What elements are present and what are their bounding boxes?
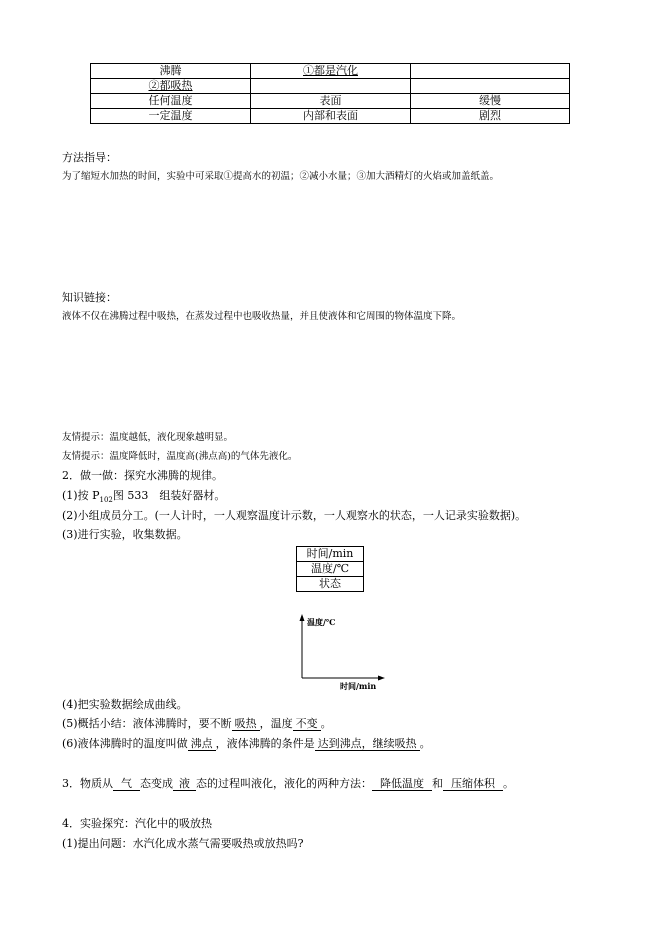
- q2-step2: (2)小组成员分工。(一人计时，一人观察温度计示数，一人观察水的状态，一人记录实验数据)。: [62, 509, 527, 522]
- table-row: [91, 64, 570, 79]
- y-axis-arrow-icon: [300, 614, 305, 621]
- table-cell: 一定温度: [91, 109, 251, 124]
- q2-title: 2．做一做：探究水沸腾的规律。: [62, 469, 223, 482]
- q3-d: 态的过程叫液化，液化的两种方法：: [196, 777, 372, 790]
- q2-step5-c: ，温度: [259, 717, 293, 730]
- method-text: 为了缩短水加热的时间，实验中可采取①提高水的初温；②减小水量；③加大酒精灯的火焰或加盖纸盖。: [62, 171, 500, 182]
- q2-step1-a: (1)按 P: [62, 489, 100, 502]
- knowledge-heading: 知识链接：: [62, 291, 117, 304]
- q2-step5: [62, 717, 332, 731]
- q3-e: 和: [432, 777, 443, 790]
- table-cell: [411, 79, 570, 94]
- data-table: [296, 546, 364, 592]
- table-cell: [411, 64, 570, 79]
- table-row: [297, 547, 364, 562]
- q2-step1-sub: 102: [99, 496, 113, 505]
- table-row: [91, 79, 570, 94]
- q3-a: 3．物质从: [62, 777, 113, 790]
- q2-step6-d: 。: [419, 737, 431, 750]
- tip-2: 友情提示：温度降低时，温度高(沸点高)的气体先液化。: [62, 451, 298, 462]
- graph-ylabel: 温度/℃: [307, 617, 336, 627]
- q2-step1: [62, 489, 225, 507]
- q3-f: 。: [503, 777, 514, 790]
- table-cell: 剧烈: [411, 109, 570, 124]
- table-row: [297, 562, 364, 577]
- table-cell: 时间/min: [297, 547, 364, 562]
- table-cell: 表面: [251, 94, 411, 109]
- answer-blank: 压缩体积: [443, 777, 503, 791]
- q2-step5-a: (5)概括小结：液体沸腾时，要不断: [62, 717, 232, 730]
- table-row: [297, 577, 364, 592]
- table-cell: [251, 79, 411, 94]
- table-cell: 沸腾: [91, 64, 251, 79]
- table-cell: ②都吸热: [91, 79, 251, 94]
- q2-step6-c: ，液体沸腾的条件是: [215, 737, 315, 750]
- q3-c: 态变成: [140, 777, 173, 790]
- q2-step5-d: 。: [320, 717, 332, 730]
- q2-step3: (3)进行实验，收集数据。: [62, 528, 188, 541]
- answer-blank: 吸热: [232, 717, 260, 731]
- table-row: [91, 94, 570, 109]
- answer-blank: 液: [173, 777, 196, 791]
- table-cell: 任何温度: [91, 94, 251, 109]
- tip-1: 友情提示：温度越低，液化现象越明显。: [62, 432, 234, 443]
- x-axis-arrow-icon: [378, 676, 385, 681]
- q3-line: [62, 777, 514, 791]
- answer-blank: 降低温度: [372, 777, 432, 791]
- answer-blank: 气: [113, 777, 140, 791]
- answer-blank: 不变: [293, 717, 321, 731]
- q4-title: 4．实验探究：汽化中的吸放热: [62, 817, 212, 830]
- q2-step6-a: (6)液体沸腾时的温度叫做: [62, 737, 188, 750]
- table-cell: 缓慢: [411, 94, 570, 109]
- q2-step6: [62, 737, 431, 751]
- table-cell: 温度/℃: [297, 562, 364, 577]
- answer-blank: 达到沸点，继续吸热: [315, 737, 420, 751]
- graph-xlabel: 时间/min: [340, 681, 377, 691]
- answer-blank: 沸点: [188, 737, 216, 751]
- table-cell: 状态: [297, 577, 364, 592]
- q2-step1-b: 图 533 组装好器材。: [112, 489, 226, 502]
- q2-step4: (4)把实验数据绘成曲线。: [62, 698, 188, 711]
- knowledge-text: 液体不仅在沸腾过程中吸热，在蒸发过程中也吸收热量，并且使液体和它周围的物体温度下降。: [62, 311, 462, 322]
- q4-step1: (1)提出问题：水汽化成水蒸气需要吸热或放热吗?: [62, 837, 304, 850]
- table-cell: ①都是汽化: [251, 64, 411, 79]
- table-row: [91, 109, 570, 124]
- comparison-table: [90, 63, 570, 124]
- table-cell: 内部和表面: [251, 109, 411, 124]
- method-heading: 方法指导：: [62, 151, 117, 164]
